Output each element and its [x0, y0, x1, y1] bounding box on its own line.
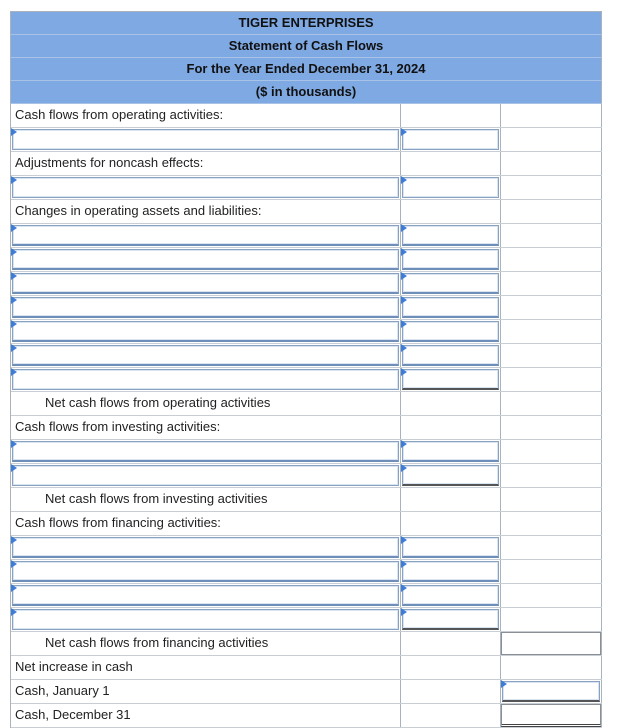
total-cell [501, 224, 602, 247]
input-marker-icon [11, 176, 17, 184]
input-marker-icon [11, 608, 17, 616]
input-marker-icon [401, 272, 407, 280]
input-marker-icon [11, 224, 17, 232]
cash-flow-statement-table [10, 11, 602, 728]
total-cell [501, 560, 602, 583]
amount-cell [401, 392, 501, 415]
total-cell [501, 200, 602, 223]
financing-activities-heading: Cash flows from financing activities: [15, 515, 221, 530]
input-marker-icon [401, 128, 407, 136]
table-row [11, 200, 602, 224]
input-marker-icon [11, 320, 17, 328]
total-cell [501, 320, 602, 343]
table-row [11, 560, 602, 584]
change-item-input[interactable] [12, 345, 399, 366]
amount-cell [401, 512, 501, 535]
input-marker-icon [11, 536, 17, 544]
table-row [11, 536, 602, 560]
input-marker-icon [11, 128, 17, 136]
financing-amount-input[interactable] [402, 609, 499, 630]
change-amount-input[interactable] [402, 273, 499, 294]
change-item-input[interactable] [12, 273, 399, 294]
table-row [11, 464, 602, 488]
operating-amount-input[interactable] [402, 129, 499, 150]
net-operating-total-cell [501, 392, 602, 415]
input-marker-icon [401, 248, 407, 256]
change-amount-input[interactable] [402, 369, 499, 390]
total-cell [501, 296, 602, 319]
input-marker-icon [401, 608, 407, 616]
change-amount-input[interactable] [402, 345, 499, 366]
net-increase-total-cell [501, 656, 602, 679]
amount-cell [401, 104, 501, 127]
net-increase-label: Net increase in cash [15, 659, 133, 674]
change-amount-input[interactable] [402, 225, 499, 246]
input-marker-icon [401, 368, 407, 376]
input-marker-icon [401, 584, 407, 592]
amount-cell [401, 488, 501, 511]
change-item-input[interactable] [12, 297, 399, 318]
input-marker-icon [401, 296, 407, 304]
financing-item-input[interactable] [12, 609, 399, 630]
input-marker-icon [501, 680, 507, 688]
cash-dec31-label: Cash, December 31 [15, 707, 131, 722]
input-marker-icon [11, 344, 17, 352]
amount-cell [401, 680, 501, 703]
total-cell [501, 368, 602, 391]
table-row [11, 392, 602, 416]
cash-jan1-label: Cash, January 1 [15, 683, 110, 698]
financing-amount-input[interactable] [402, 537, 499, 558]
net-investing-label: Net cash flows from investing activities [45, 491, 268, 506]
operating-item-input[interactable] [12, 129, 399, 150]
investing-amount-input[interactable] [402, 465, 499, 486]
total-cell [501, 416, 602, 439]
table-row [11, 680, 602, 704]
input-marker-icon [401, 536, 407, 544]
table-row [11, 632, 602, 656]
table-row [11, 416, 602, 440]
input-marker-icon [401, 224, 407, 232]
input-marker-icon [11, 272, 17, 280]
amount-cell [401, 656, 501, 679]
net-financing-total-box [501, 632, 601, 655]
financing-amount-input[interactable] [402, 561, 499, 582]
total-cell [501, 440, 602, 463]
input-marker-icon [401, 320, 407, 328]
change-amount-input[interactable] [402, 297, 499, 318]
change-amount-input[interactable] [402, 321, 499, 342]
input-marker-icon [11, 440, 17, 448]
total-cell [501, 176, 602, 199]
cash-jan1-input[interactable] [502, 681, 600, 702]
input-marker-icon [11, 248, 17, 256]
investing-item-input[interactable] [12, 441, 399, 462]
financing-item-input[interactable] [12, 561, 399, 582]
input-marker-icon [401, 344, 407, 352]
total-cell [501, 152, 602, 175]
total-cell [501, 272, 602, 295]
change-item-input[interactable] [12, 249, 399, 270]
amount-cell [401, 152, 501, 175]
financing-item-input[interactable] [12, 537, 399, 558]
input-marker-icon [11, 464, 17, 472]
table-row [11, 128, 602, 152]
table-row [11, 488, 602, 512]
change-item-input[interactable] [12, 369, 399, 390]
statement-title: Statement of Cash Flows [11, 35, 602, 58]
financing-item-input[interactable] [12, 585, 399, 606]
amount-cell [401, 632, 501, 655]
table-row [11, 176, 602, 200]
company-name: TIGER ENTERPRISES [11, 11, 602, 35]
input-marker-icon [11, 584, 17, 592]
total-cell [501, 608, 602, 631]
investing-activities-heading: Cash flows from investing activities: [15, 419, 221, 434]
statement-units: ($ in thousands) [11, 81, 602, 104]
input-marker-icon [11, 368, 17, 376]
table-row [11, 344, 602, 368]
amount-cell [401, 200, 501, 223]
investing-item-input[interactable] [12, 465, 399, 486]
net-investing-total-cell [501, 488, 602, 511]
table-row [11, 608, 602, 632]
table-row [11, 656, 602, 680]
total-cell [501, 128, 602, 151]
table-row [11, 152, 602, 176]
total-cell [501, 584, 602, 607]
net-financing-label: Net cash flows from financing activities [45, 635, 269, 650]
change-amount-input[interactable] [402, 249, 499, 270]
total-cell [501, 344, 602, 367]
total-cell [501, 104, 602, 127]
operating-activities-heading: Cash flows from operating activities: [15, 107, 224, 122]
change-item-input[interactable] [12, 321, 399, 342]
table-row [11, 248, 602, 272]
net-operating-label: Net cash flows from operating activities [45, 395, 271, 410]
change-item-input[interactable] [12, 225, 399, 246]
table-row [11, 104, 602, 128]
statement-period: For the Year Ended December 31, 2024 [11, 58, 602, 81]
changes-heading: Changes in operating assets and liabilities: [15, 203, 262, 218]
input-marker-icon [401, 464, 407, 472]
table-row [11, 440, 602, 464]
amount-cell [401, 416, 501, 439]
adjustment-amount-input[interactable] [402, 177, 499, 198]
total-cell [501, 248, 602, 271]
total-cell [501, 464, 602, 487]
table-row [11, 296, 602, 320]
total-cell [501, 536, 602, 559]
table-row [11, 320, 602, 344]
table-row [11, 272, 602, 296]
input-marker-icon [401, 440, 407, 448]
investing-amount-input[interactable] [402, 441, 499, 462]
adjustment-item-input[interactable] [12, 177, 399, 198]
input-marker-icon [11, 296, 17, 304]
adjustments-heading: Adjustments for noncash effects: [15, 155, 204, 170]
table-row [11, 704, 602, 728]
table-row [11, 368, 602, 392]
financing-amount-input[interactable] [402, 585, 499, 606]
input-marker-icon [11, 560, 17, 568]
input-marker-icon [401, 560, 407, 568]
total-cell [501, 512, 602, 535]
table-row [11, 584, 602, 608]
input-marker-icon [401, 176, 407, 184]
row-label-cell [11, 104, 401, 127]
table-row [11, 512, 602, 536]
table-row [11, 224, 602, 248]
